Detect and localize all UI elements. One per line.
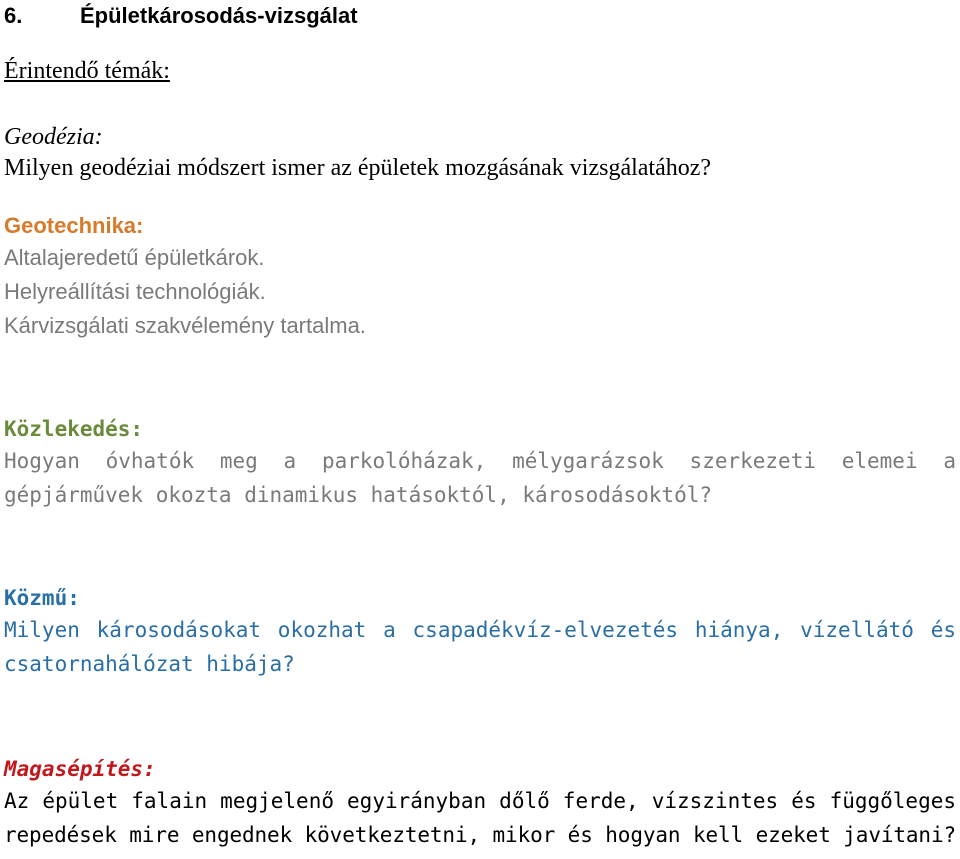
kozmu-line-2: csatornahálózat hibája?: [4, 652, 295, 676]
geodezia-title: Geodézia:: [4, 124, 103, 150]
geotechnika-line-2: Helyreállítási technológiák.: [4, 279, 266, 304]
geotechnika-title: Geotechnika:: [4, 213, 144, 238]
topics-label: Érintendő témák:: [4, 58, 170, 84]
magasepites-line-1: [4, 784, 956, 818]
kozmu-section: [4, 583, 956, 681]
section-number: 6.: [4, 3, 23, 28]
geodezia-section: [4, 122, 956, 185]
kozlekedes-section: [4, 414, 956, 512]
kozmu-title: Közmű:: [4, 586, 80, 610]
kozlekedes-line-2: gépjárművek okozta dinamikus hatásoktól, károsodásoktól?: [4, 483, 713, 507]
geotechnika-line-1: Altalajeredetű épületkárok.: [4, 245, 265, 270]
magasepites-section: [4, 754, 956, 852]
magasepites-line-1-text: Az épület falain megjelenő egyirányban dőlő ferde, vízszintes és függőleges: [4, 789, 956, 813]
section-heading: [4, 2, 358, 30]
magasepites-title: Magasépítés:: [4, 757, 156, 781]
kozmu-line-1: [4, 613, 956, 647]
geotechnika-line-3: Kárvizsgálati szakvélemény tartalma.: [4, 313, 366, 338]
kozmu-line-1-text: Milyen károsodásokat okozhat a csapadékvíz-elvezetés hiánya, vízellátó és: [4, 618, 956, 642]
kozlekedes-line-1: [4, 444, 956, 478]
geodezia-line-1: Milyen geodéziai módszert ismer az épületek mozgásának vizsgálatához?: [4, 155, 712, 181]
kozlekedes-title: Közlekedés:: [4, 417, 144, 441]
section-title: Épületkárosodás-vizsgálat: [80, 3, 358, 28]
geotechnika-section: [4, 211, 956, 343]
kozlekedes-line-1-text: Hogyan óvhatók meg a parkolóházak, mélygarázsok szerkezeti elemei a: [4, 449, 956, 473]
magasepites-line-2: repedések mire engednek következtetni, mikor és hogyan kell ezeket javítani?: [4, 823, 956, 847]
